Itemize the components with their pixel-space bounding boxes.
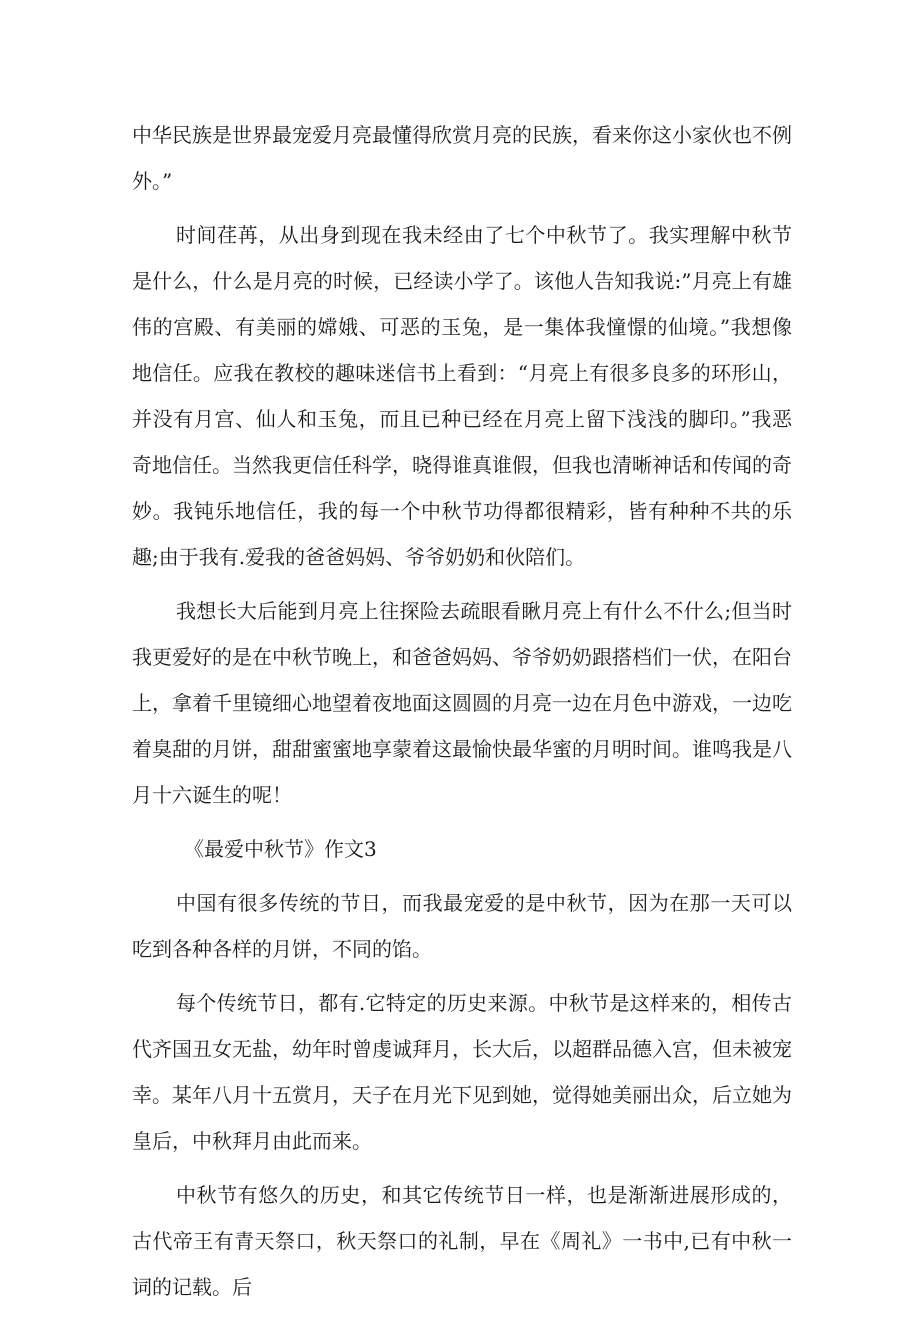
paragraph-5: 每个传统节日，都有.它特定的历史来源。中秋节是这样来的，相传古代齐国丑女无盐，幼年时曾虔诚拜月，长大后，以超群品德入宫，但未被宠幸。某年八月十五赏月，天子在月光下见到她，觉得她美丽出众，后立她为皇后，中秋拜月由此而来。 [132, 991, 792, 1153]
section-heading: 《最爱中秋节》作文3 [184, 837, 377, 861]
paragraph-6: 中秋节有悠久的历史，和其它传统节日一样，也是渐渐进展形成的，古代帝王有青天祭口，秋天祭口的礼制，早在《周礼》一书中,已有中秋一词的记载。后 [132, 1183, 792, 1299]
paragraph-2: 时间荏苒，从出身到现在我未经由了七个中秋节了。我实理解中秋节是什么，什么是月亮的时候，已经读小学了。该他人告知我说:”月亮上有雄伟的宫殿、有美丽的嫦娥、可恶的玉兔，是一集体我憧憬的仙境。”我想像地信任。应我在教校的趣味迷信书上看到：“月亮上有很多良多的环形山，并没有月宫、仙人和玉兔，而且已种已经在月亮上留下浅浅的脚印。”我恶奇地信任。当然我更信任科学，晓得谁真谁假，但我也清晰神话和传闻的奇妙。我钝乐地信任，我的每一个中秋节功得都很精彩，皆有种种不共的乐趣;由于我有.爱我的爸爸妈妈、爷爷奶奶和伙陪们。 [132, 223, 792, 569]
paragraph-4: 中国有很多传统的节日，而我最宠爱的是中秋节，因为在那一天可以吃到各种各样的月饼，不同的馅。 [132, 891, 792, 961]
document-body [132, 112, 792, 1318]
paragraph-3: 我想长大后能到月亮上往探险去疏眼看瞅月亮上有什么不什么;但当时我更爱好的是在中秋节晚上，和爸爸妈妈、爷爷奶奶跟搭档们一伏，在阳台上，拿着千里镜细心地望着夜地面这圆圆的月亮一边在月色中游戏，一边吃着臭甜的月饼，甜甜蜜蜜地享蒙着这最愉快最华蜜的月明时间。谁鸣我是八月十六诞生的呢！ [132, 599, 792, 807]
paragraph-1: 中华民族是世界最宠爱月亮最懂得欣赏月亮的民族，看来你这小家伙也不例外。” [132, 123, 792, 193]
